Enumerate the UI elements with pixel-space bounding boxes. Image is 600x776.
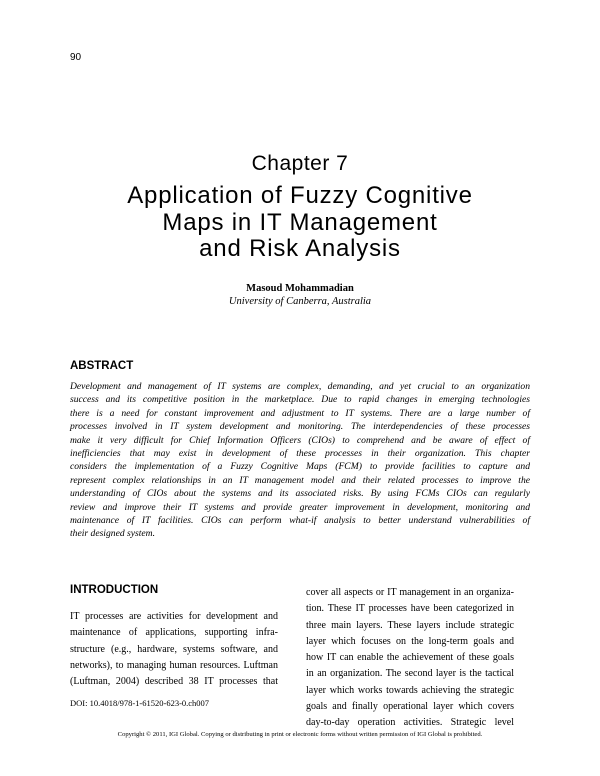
body-line: layer which focuses on the long-term goals and bbox=[306, 635, 514, 647]
introduction-heading: INTRODUCTION bbox=[70, 584, 159, 596]
chapter-label: Chapter 7 bbox=[251, 152, 349, 175]
body-line: how IT can enable the achievement of these goals bbox=[306, 652, 514, 664]
abstract-line: processes involved in IT system development and monitoring. The interdependencies of these processes bbox=[70, 421, 530, 433]
body-line: three main layers. These layers include strategic bbox=[306, 619, 514, 631]
body-line: (Luftman, 2004) described 38 IT processes that bbox=[70, 676, 278, 688]
abstract-line: understanding of CIOs about the systems and its associated risks. By using FCMs CIOs can regularly bbox=[70, 488, 530, 500]
author-affiliation: University of Canberra, Australia bbox=[228, 296, 372, 307]
body-line: in an organization. The second layer is the tactical bbox=[306, 668, 514, 680]
abstract-line: maintenance of IT facilities. CIOs can perform what-if analysis to better understand vulnerabilities of bbox=[70, 515, 530, 527]
chapter-title bbox=[0, 183, 600, 263]
body-line: networks), to managing human resources. Luftman bbox=[70, 659, 278, 671]
introduction-right-column bbox=[306, 585, 514, 732]
body-line: tion. These IT processes have been categorized in bbox=[306, 603, 514, 615]
abstract-heading: ABSTRACT bbox=[70, 360, 134, 372]
body-line: structure (e.g., hardware, systems software, and bbox=[70, 643, 278, 655]
page-number: 90 bbox=[70, 52, 82, 63]
title-line: Application of Fuzzy Cognitive bbox=[127, 182, 473, 209]
body-line: layer which works towards achieving the strategic bbox=[306, 684, 514, 696]
introduction-left-column bbox=[70, 609, 278, 690]
abstract-line: inefficiencies that may exist in development of these processes in their organization. This chapter bbox=[70, 448, 530, 460]
title-line: and Risk Analysis bbox=[199, 235, 401, 262]
title-line: Maps in IT Management bbox=[162, 208, 438, 236]
abstract-line: make it very difficult for Chief Information Officers (CIOs) to comprehend and be aware of effect of bbox=[70, 434, 530, 446]
author-name: Masoud Mohammadian bbox=[246, 283, 354, 294]
abstract-line: success and its competitive position in the marketplace. Due to rapid changes in emerging technologies bbox=[70, 394, 530, 406]
abstract-line: there is a need for constant improvement and adjustment to IT systems. There are a large number of bbox=[70, 407, 530, 419]
abstract-line: review and improve their IT systems and provide greater improvement in development, monitoring and bbox=[70, 501, 530, 513]
abstract-line: represent complex relationships in an IT management model and their related processes to improve the bbox=[70, 474, 530, 486]
body-line: day-to-day operation activities. Strategic level bbox=[306, 717, 514, 729]
abstract-line: their designed system. bbox=[70, 528, 155, 540]
copyright-notice: Copyright © 2011, IGI Global. Copying or distributing in print or electronic forms without written permission of IGI Global is prohibited. bbox=[117, 731, 483, 738]
abstract-line: Development and management of IT systems are complex, demanding, and yet crucial to an organization bbox=[70, 381, 530, 392]
abstract-body bbox=[70, 380, 530, 541]
doi-reference: DOI: 10.4018/978-1-61520-623-0.ch007 bbox=[70, 698, 210, 708]
body-line: goals and finally operational layer which covers bbox=[306, 701, 514, 713]
body-line: IT processes are activities for development and bbox=[70, 611, 278, 622]
abstract-line: considers the implementation of a Fuzzy Cognitive Maps (FCM) to provide facilities to capture and bbox=[70, 461, 530, 473]
body-line: maintenance of applications, supporting infra- bbox=[70, 627, 278, 639]
body-line: cover all aspects or IT management in an organiza- bbox=[306, 587, 514, 598]
